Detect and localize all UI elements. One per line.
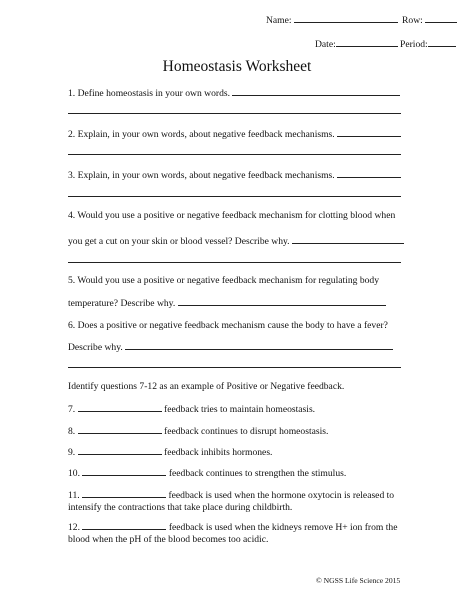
name-label: Name: bbox=[266, 15, 292, 26]
question-3-answer-blank[interactable] bbox=[337, 168, 401, 178]
row-field[interactable] bbox=[402, 13, 457, 27]
identify-answer-blank[interactable] bbox=[78, 402, 162, 412]
identify-answer-blank[interactable] bbox=[82, 520, 166, 530]
section-instruction: Identify questions 7-12 as an example of Positive or Negative feedback. bbox=[68, 381, 345, 392]
identify-number: 10. bbox=[68, 468, 80, 479]
question-6-answer-line[interactable] bbox=[68, 367, 401, 368]
question-1-text: 1. Define homeostasis in your own words. bbox=[68, 88, 231, 99]
identify-item-7 bbox=[68, 402, 315, 416]
identify-number: 11. bbox=[68, 490, 80, 501]
row-blank[interactable] bbox=[425, 13, 457, 23]
date-label: Date: bbox=[315, 39, 336, 50]
identify-text: feedback tries to maintain homeostasis. bbox=[164, 404, 316, 415]
question-1-answer-blank[interactable] bbox=[232, 86, 400, 96]
period-field[interactable] bbox=[400, 37, 456, 51]
question-4-answer-line[interactable] bbox=[68, 262, 401, 263]
identify-answer-blank[interactable] bbox=[78, 424, 162, 434]
question-6-line-2 bbox=[68, 340, 393, 354]
identify-number: 9. bbox=[68, 447, 76, 458]
page-title: Homeostasis Worksheet bbox=[162, 58, 312, 75]
identify-text: feedback inhibits hormones. bbox=[164, 447, 273, 458]
identify-number: 7. bbox=[68, 404, 76, 415]
identify-number: 12. bbox=[68, 522, 80, 533]
question-4-answer-blank[interactable] bbox=[292, 234, 404, 244]
identify-item-12 bbox=[68, 520, 404, 545]
question-4-text: you get a cut on your skin or blood vessel? Describe why. bbox=[68, 236, 290, 247]
identify-text: feedback is used when the hormone oxytocin is released to intensify the contractions that take place during childbirth. bbox=[68, 490, 395, 513]
period-label: Period: bbox=[400, 39, 428, 50]
identify-text: feedback continues to strengthen the stimulus. bbox=[168, 468, 347, 479]
question-1-answer-line[interactable] bbox=[68, 113, 401, 114]
question-4-line-1: 4. Would you use a positive or negative feedback mechanism for clotting blood when bbox=[68, 210, 396, 221]
copyright-notice: © NGSS Life Science 2015 bbox=[316, 576, 401, 585]
identify-answer-blank[interactable] bbox=[82, 466, 166, 476]
row-label: Row: bbox=[402, 15, 423, 26]
question-6-text: Describe why. bbox=[68, 342, 123, 353]
question-2 bbox=[68, 127, 401, 141]
question-3-text: 3. Explain, in your own words, about negative feedback mechanisms. bbox=[68, 170, 335, 181]
question-3-answer-line[interactable] bbox=[68, 196, 401, 197]
identify-item-8 bbox=[68, 424, 328, 438]
identify-text: feedback is used when the kidneys remove H+ ion from the blood when the pH of the blood becomes too acidic. bbox=[68, 522, 398, 545]
question-5-text: temperature? Describe why. bbox=[68, 298, 176, 309]
identify-number: 8. bbox=[68, 426, 76, 437]
date-field[interactable] bbox=[315, 37, 398, 51]
question-2-text: 2. Explain, in your own words, about negative feedback mechanisms. bbox=[68, 129, 335, 140]
identify-item-10 bbox=[68, 466, 346, 480]
question-2-answer-blank[interactable] bbox=[337, 127, 401, 137]
name-blank[interactable] bbox=[294, 13, 398, 23]
question-1 bbox=[68, 86, 400, 100]
identify-answer-blank[interactable] bbox=[82, 488, 166, 498]
identify-answer-blank[interactable] bbox=[78, 445, 162, 455]
identify-item-9 bbox=[68, 445, 272, 459]
date-blank[interactable] bbox=[336, 37, 398, 47]
question-3 bbox=[68, 168, 401, 182]
question-6-answer-blank[interactable] bbox=[125, 340, 393, 350]
question-4-line-2 bbox=[68, 234, 404, 248]
name-field[interactable] bbox=[266, 13, 398, 27]
question-5-answer-blank[interactable] bbox=[178, 296, 386, 306]
question-6-line-1: 6. Does a positive or negative feedback mechanism cause the body to have a fever? bbox=[68, 320, 388, 331]
identify-text: feedback continues to disrupt homeostasis. bbox=[164, 426, 329, 437]
question-5-line-2 bbox=[68, 296, 386, 310]
question-5-line-1: 5. Would you use a positive or negative feedback mechanism for regulating body bbox=[68, 275, 380, 286]
period-blank[interactable] bbox=[428, 37, 456, 47]
question-2-answer-line[interactable] bbox=[68, 154, 401, 155]
identify-item-11 bbox=[68, 488, 404, 513]
